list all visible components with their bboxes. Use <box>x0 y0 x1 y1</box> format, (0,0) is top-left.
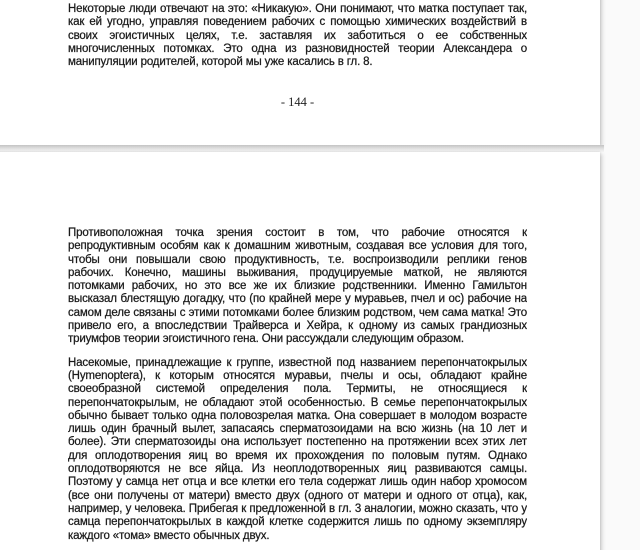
text-line: Насекомые, принадлежащие к группе, известной под названием перепончатокрылых <box>68 356 527 369</box>
paragraph <box>68 227 527 347</box>
text-line: самца перепончатокрылых в каждой клетке содержится лишь по одному экземпляру <box>68 516 527 529</box>
text-line: Противоположная точка зрения состоит в том, что рабочие относятся к <box>68 227 527 239</box>
text-line: например, у человека. Прибегая к предложенной в гл. 3 аналогии, можно сказать, что у <box>68 502 527 515</box>
text-line: оплодотворяются не все яйца. Из неоплодотворенных яиц развиваются самцы. <box>68 463 527 476</box>
text-line: (все они получены от матери) вместо двух (одного от матери и одного от отца), как, <box>68 489 527 502</box>
text-line: манипуляции родителей, которой мы уже касались в гл. 8. <box>68 56 373 69</box>
text-line: репродуктивным особям как к домашним животным, создавая все условия для того, <box>68 240 527 253</box>
text-line: триумфов теории эгоистичного гена. Они рассуждали следующим образом. <box>68 333 464 346</box>
paragraph <box>68 3 527 69</box>
text-line: (Hymenoptera), к которым относятся муравьи, пчелы и осы, обладают крайне <box>68 369 527 382</box>
text-line: Поэтому у самца нет отца и все клетки его тела содержат лишь один набор хромосом <box>68 476 527 489</box>
text-line: обычно бывает только одна половозрелая матка. Она совершает в молодом возрасте <box>68 409 527 422</box>
text-line: потомками рабочих, но это все же их близкие родственники. Именно Гамильтон <box>68 280 527 293</box>
text-line: как ей угодно, управляя поведением рабочих с помощью химических воздействий в <box>68 16 527 29</box>
text-line: чтобы они повышали свою продуктивность, т.е. воспроизводили реплики генов <box>68 253 527 266</box>
text-line: привело его, а впоследствии Трайверса и Хейра, к одному из самых грандиозных <box>68 320 527 333</box>
text-line: более). Эти сперматозоиды она использует постепенно на протяжении всех этих лет <box>68 436 527 449</box>
page-144-content <box>68 3 527 109</box>
paragraph <box>68 357 527 543</box>
text-line: многочисленных потомках. Это одна из разновидностей теории Александера о <box>68 42 527 55</box>
page-145-content <box>68 227 527 543</box>
page-144 <box>0 0 600 145</box>
text-line: перепончатокрылым, не обладают этой особенностью. В семье перепончатокрылых <box>68 396 527 409</box>
text-line: каждого «тома» вместо обычных двух. <box>68 529 270 542</box>
text-line: рабочих. Конечно, машины выживания, продуцируемые маткой, не являются <box>68 266 527 279</box>
page-number: - 144 - <box>280 95 315 110</box>
text-line: лишь один брачный вылет, запасаясь сперматозоидами на всю жизнь (на 10 лет и <box>68 423 527 436</box>
text-line: своих эгоистичных целях, т.е. заставляя их заботиться о ее собственных <box>68 29 527 42</box>
page-145 <box>0 152 600 550</box>
text-line: самом деле связаны с этими потомками более близким родством, чем сама матка! Это <box>68 306 527 319</box>
text-line: высказал блестящую догадку, что (по крайней мере у муравьев, пчел и ос) рабочие на <box>68 293 527 306</box>
text-line: для оплодотворения яиц во время их прохождения по половым путям. Однако <box>68 449 527 462</box>
text-line: своеобразной системой определения пола. Термиты, не относящиеся к <box>68 383 527 396</box>
text-line: Некоторые люди отвечают на это: «Никакую». Они понимают, что матка поступает так, <box>68 3 527 15</box>
page-gap-divider <box>0 145 604 152</box>
